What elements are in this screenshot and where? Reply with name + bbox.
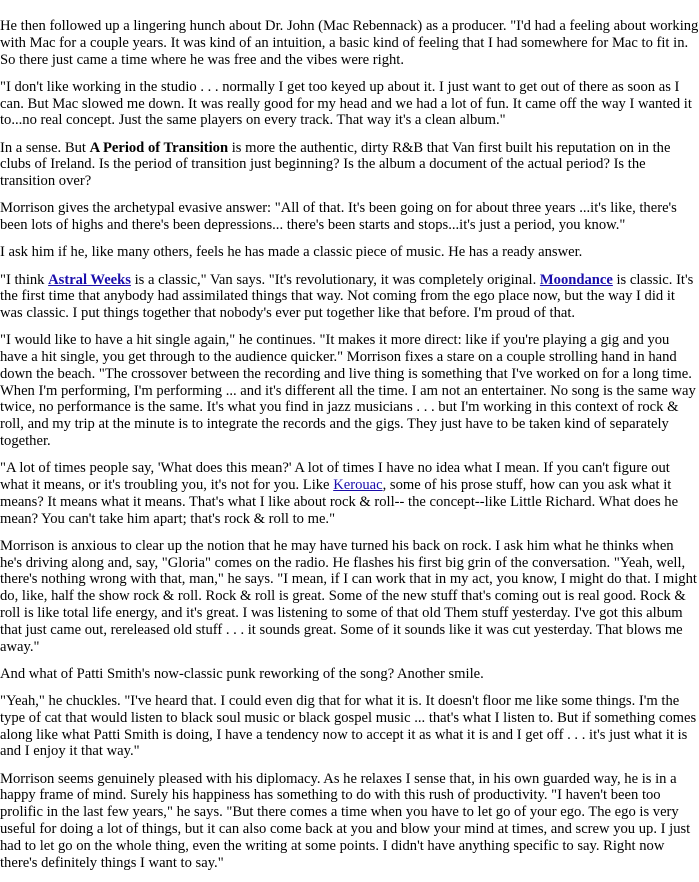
article-paragraph <box>0 18 699 68</box>
article-paragraph <box>0 332 699 450</box>
moondance-link[interactable]: Moondance <box>539 271 613 288</box>
article-paragraph <box>0 666 699 683</box>
album-title: A Period of Transition <box>89 139 229 156</box>
paragraph-text: is more the authentic, dirty R&B that Van first built his reputation on in the clubs of Ireland. Is the period of transition just beginning? Is the album a document of the actual period? Is the transition over? <box>0 139 671 190</box>
paragraph-text: He then followed up a lingering hunch about Dr. John (Mac Rebennack) as a producer. "I'd had a feeling about working with Mac for a couple years. It was kind of an intuition, a basic kind of feeling that I had somewhere for Mac to fit in. So there just came a time where he was free and the vibes were right. <box>0 18 699 68</box>
paragraph-text: "I think <box>0 271 49 288</box>
article-paragraph <box>0 460 699 527</box>
article-paragraph <box>0 272 699 322</box>
paragraph-text: "I don't like working in the studio . . . normally I get too keyed up about it. I just want to get out of there as soon as I can. But Mac slowed me down. It was really good for my head and we had a lot of fun. It came off the way I wanted it to...no real concept. Just the same players on every track. That way it's a clean album." <box>0 78 692 129</box>
paragraph-text: And what of Patti Smith's now-classic punk reworking of the song? Another smile. <box>0 665 484 682</box>
paragraph-text: Morrison is anxious to clear up the notion that he may have turned his back on rock. I ask him what he thinks when he's driving along and, say, "Gloria" comes on the radio. He flashes his first big grin of the conversation. "Yeah, well, there's nothing wrong with that, man," he says. "I mean, if I can work that in my act, you know, I might do that. I might do, like, half the show rock & roll. Rock & roll is great. Some of the new stuff that's coming out is real good. Rock & roll is like total life energy, and it's great. I was listening to some of that old Them stuff yesterday. I've got this album that just came out, rereleased old stuff . . . it sounds great. Some of it sounds like it was cut yesterday. That blows me away." <box>0 537 697 655</box>
astral-weeks-link[interactable]: Astral Weeks <box>48 271 131 288</box>
paragraph-text: Morrison seems genuinely pleased with his diplomacy. As he relaxes I sense that, in his own guarded way, he is in a happy frame of mind. Surely his happiness has something to do with this rush of productivity. "I haven't been too prolific in the last few years," he says. "But there comes a time when you have to let go of your ego. The ego is very useful for doing a lot of things, but it can also come back at you and blow your mind at times, and screw you up. I just had to let go on the whole thing, even the writing at some points. I didn't have anything specific to say. Right now there's definitely things I want to say." <box>0 770 691 871</box>
article-paragraph <box>0 771 699 872</box>
article-paragraph <box>0 79 699 129</box>
paragraph-text: "I would like to have a hit single again," he continues. "It makes it more direct: like if you're playing a gig and you have a hit single, you get through to the audience quicker." Morrison fixes a stare on a couple strolling hand in hand down the beach. "The crossover between the recording and live thing is something that I've worked on for a long time. When I'm performing, I'm performing ... and it's different all the time. I am not an entertainer. No song is the same way twice, no performance is the same. It's what you find in jazz musicians . . . but I'm working in this context of rock & roll, and my trip at the minute is to integrate the records and the gigs. They just have to be taken kind of separately together. <box>0 332 696 450</box>
article-paragraph <box>0 140 699 190</box>
paragraph-text: I ask him if he, like many others, feels he has made a classic piece of music. He has a ready answer. <box>0 244 583 261</box>
article-paragraph <box>0 538 699 656</box>
kerouac-link[interactable]: Kerouac <box>333 477 383 494</box>
paragraph-text: , some of his prose stuff, how can you ask what it means? It means what it means. That's what I like about rock & roll-- the concept--like Little Richard. What does he mean? You can't take him apart; that's rock & roll to me." <box>0 477 679 527</box>
paragraph-text: In a sense. But <box>0 139 90 156</box>
paragraph-text: "A lot of times people say, 'What does this mean?' A lot of times I have no idea what I mean. If you can't figure out what it means, or it's troubling you, it's not for you. Like <box>0 460 670 494</box>
paragraph-text: Morrison gives the archetypal evasive answer: "All of that. It's been going on for about three years ...it's like, there's been lots of highs and there's been depressions... there's been starts and stops...it's just a period, you know." <box>0 200 677 234</box>
article-paragraph <box>0 200 699 234</box>
paragraph-text: is a classic," Van says. "It's revolutionary, it was completely original. <box>130 271 540 288</box>
paragraph-text: "Yeah," he chuckles. "I've heard that. I could even dig that for what it is. It doesn't floor me like some things. I'm the type of cat that would listen to black soul music or black gospel music ... that's what I listen to. But if something comes along like what Patti Smith is doing, I have a tendency now to accept it as what it is and I get off . . . it's just what it is and I enjoy it that way." <box>0 693 697 760</box>
article-paragraph <box>0 693 699 760</box>
paragraph-text: is classic. It's the first time that anybody had assimilated things that way. Not coming from the ego place now, but the way I did it was classic. I put things together that nobody's ever put together like that before. I'm proud of that. <box>0 271 694 322</box>
article-paragraph <box>0 244 699 261</box>
